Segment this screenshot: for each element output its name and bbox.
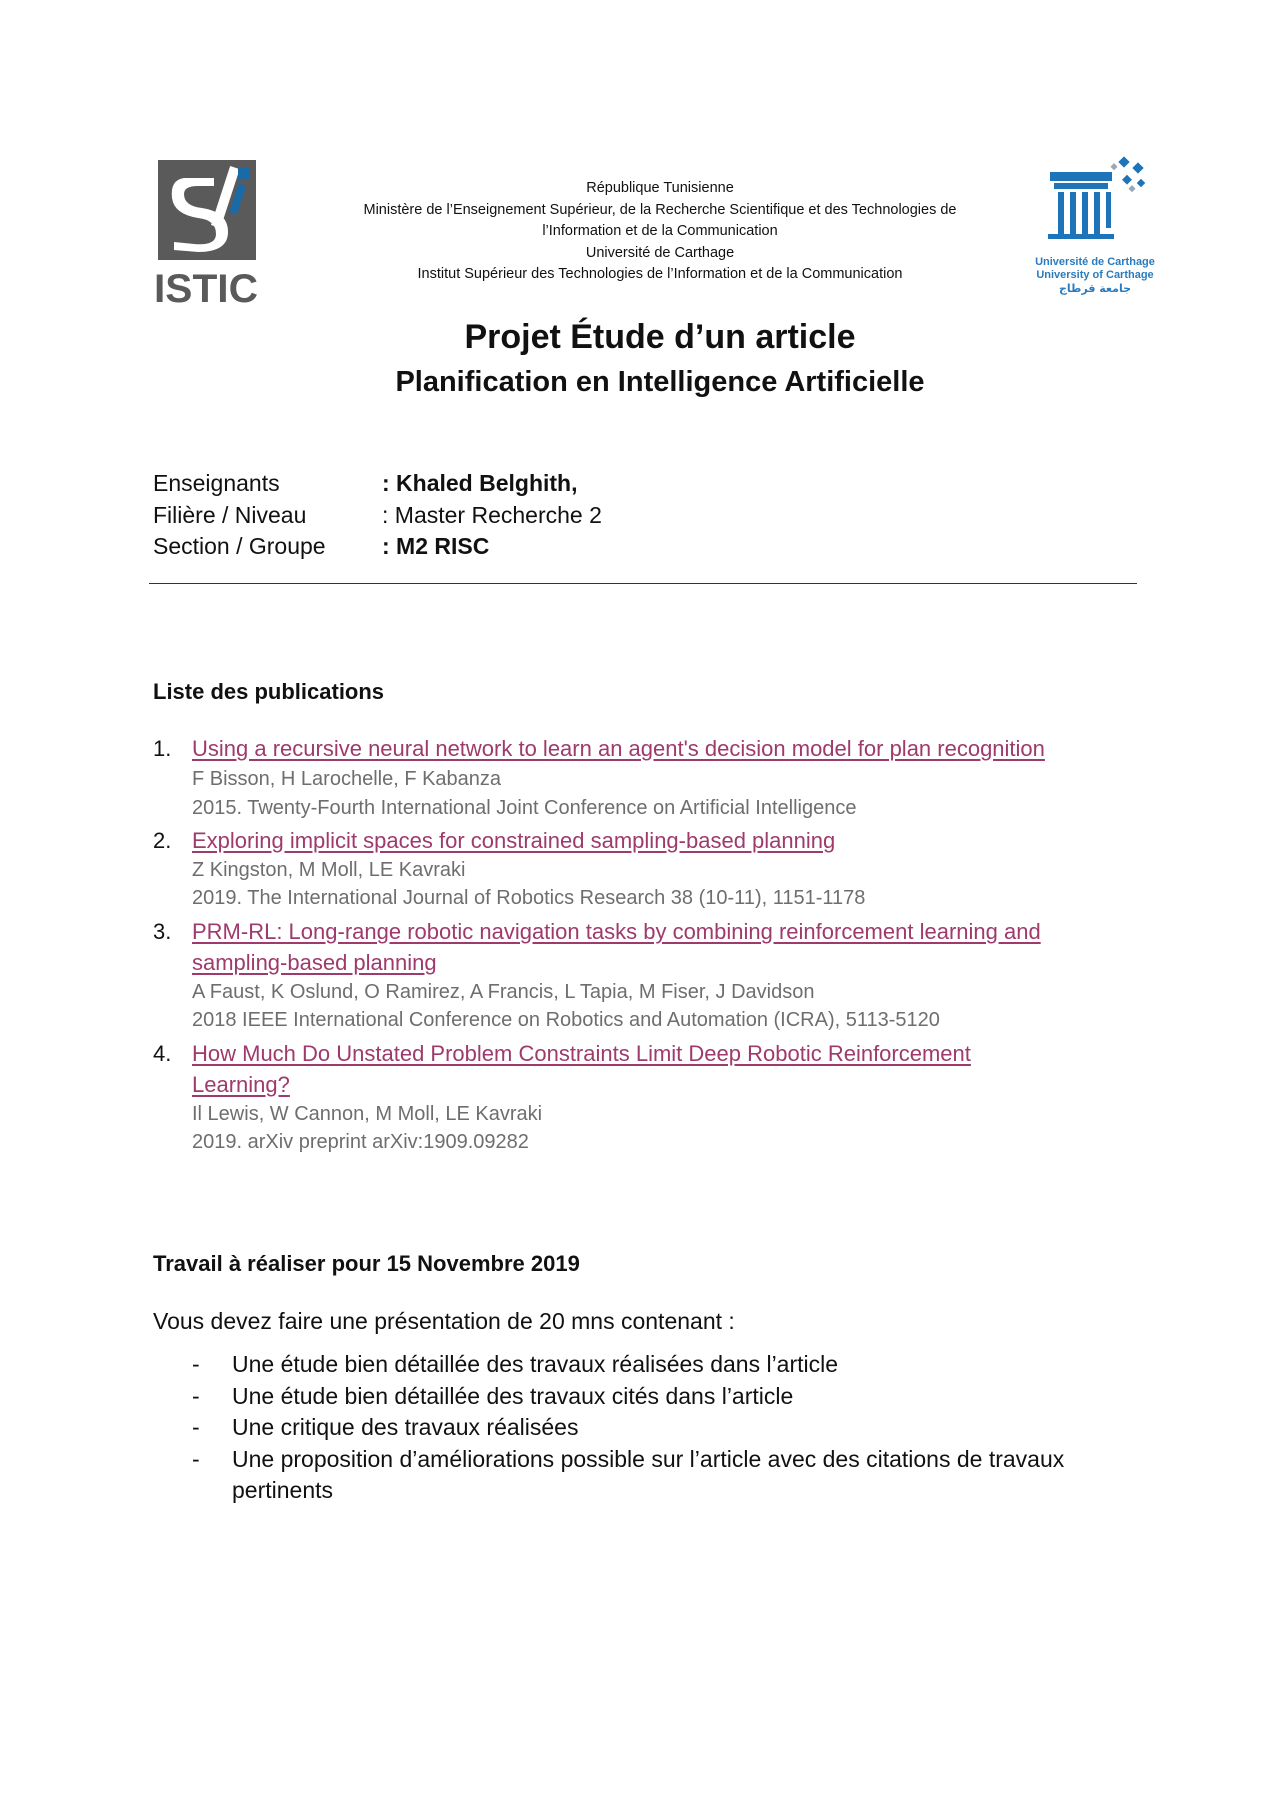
- teachers-label: Enseignants: [153, 470, 280, 496]
- work-bullet-cont: pertinents: [232, 1477, 334, 1503]
- header-line-republic: République Tunisienne: [586, 180, 734, 196]
- carthage-logo: [1020, 150, 1170, 300]
- group-value: : M2 RISC: [382, 533, 490, 559]
- publication-authors: Il Lewis, W Cannon, M Moll, LE Kavraki: [192, 1103, 543, 1125]
- publication-venue: 2015. Twenty-Fourth International Joint Conference on Artificial Intelligence: [192, 797, 857, 819]
- carthage-logo-ar: جامعة قرطاج: [1058, 282, 1132, 295]
- istic-logo: [154, 158, 260, 308]
- publications-heading: Liste des publications: [153, 679, 385, 704]
- publication-number: 1.: [153, 736, 172, 761]
- publication-title-link[interactable]: Exploring implicit spaces for constrained sampling-based planning: [192, 828, 836, 853]
- publication-venue: 2019. arXiv preprint arXiv:1909.09282: [192, 1131, 529, 1153]
- publication-number: 3.: [153, 919, 172, 944]
- publication-title-link[interactable]: PRM-RL: Long-range robotic navigation tasks by combining reinforcement learning and: [192, 919, 1041, 944]
- level-label: Filière / Niveau: [153, 502, 307, 528]
- publication-title-link-cont[interactable]: sampling-based planning: [192, 950, 437, 975]
- bullet-dash: -: [192, 1351, 200, 1377]
- istic-logo-text: ISTIC: [154, 267, 258, 308]
- work-bullet: Une étude bien détaillée des travaux cités dans l’article: [232, 1383, 794, 1409]
- header-line-institute: Institut Supérieur des Technologies de l’Information et de la Communication: [417, 266, 903, 282]
- carthage-logo-en: University of Carthage: [1036, 269, 1154, 281]
- publication-title-link[interactable]: How Much Do Unstated Problem Constraints Limit Deep Robotic Reinforcement: [192, 1041, 971, 1066]
- page-subtitle: Planification en Intelligence Artificielle: [395, 366, 925, 398]
- publication-authors: A Faust, K Oslund, O Ramirez, A Francis, L Tapia, M Fiser, J Davidson: [192, 981, 815, 1003]
- group-label: Section / Groupe: [153, 533, 326, 559]
- work-heading: Travail à réaliser pour 15 Novembre 2019: [153, 1251, 580, 1276]
- work-bullet: Une étude bien détaillée des travaux réalisées dans l’article: [232, 1351, 839, 1377]
- publication-title-link-cont[interactable]: Learning?: [192, 1072, 290, 1097]
- publication-authors: Z Kingston, M Moll, LE Kavraki: [192, 859, 466, 881]
- bullet-dash: -: [192, 1383, 200, 1409]
- publication-number: 4.: [153, 1041, 172, 1066]
- publication-authors: F Bisson, H Larochelle, F Kabanza: [192, 768, 502, 790]
- page-title: Projet Étude d’un article: [464, 318, 856, 356]
- carthage-logo-fr: Université de Carthage: [1035, 256, 1155, 268]
- divider: [149, 583, 1137, 584]
- header-line-ministry-cont: l’Information et de la Communication: [542, 223, 778, 239]
- publication-number: 2.: [153, 828, 172, 853]
- level-value: : Master Recherche 2: [382, 502, 602, 528]
- work-bullet: Une proposition d’améliorations possible sur l’article avec des citations de travaux: [232, 1446, 1065, 1472]
- header-line-ministry: Ministère de l’Enseignement Supérieur, de la Recherche Scientifique et des Technologies de: [363, 201, 957, 218]
- bullet-dash: -: [192, 1446, 200, 1472]
- publication-venue: 2019. The International Journal of Robotics Research 38 (10-11), 1151-1178: [192, 887, 866, 909]
- work-bullet: Une critique des travaux réalisées: [232, 1414, 579, 1440]
- bullet-dash: -: [192, 1414, 200, 1440]
- publication-title-link[interactable]: Using a recursive neural network to learn an agent's decision model for plan recognition: [192, 736, 1045, 761]
- teachers-value: : Khaled Belghith,: [382, 470, 578, 496]
- header-institution: [300, 178, 1020, 286]
- publication-venue: 2018 IEEE International Conference on Robotics and Automation (ICRA), 5113-5120: [192, 1009, 940, 1031]
- work-intro: Vous devez faire une présentation de 20 mns contenant :: [153, 1308, 735, 1334]
- header-line-university: Université de Carthage: [585, 244, 735, 261]
